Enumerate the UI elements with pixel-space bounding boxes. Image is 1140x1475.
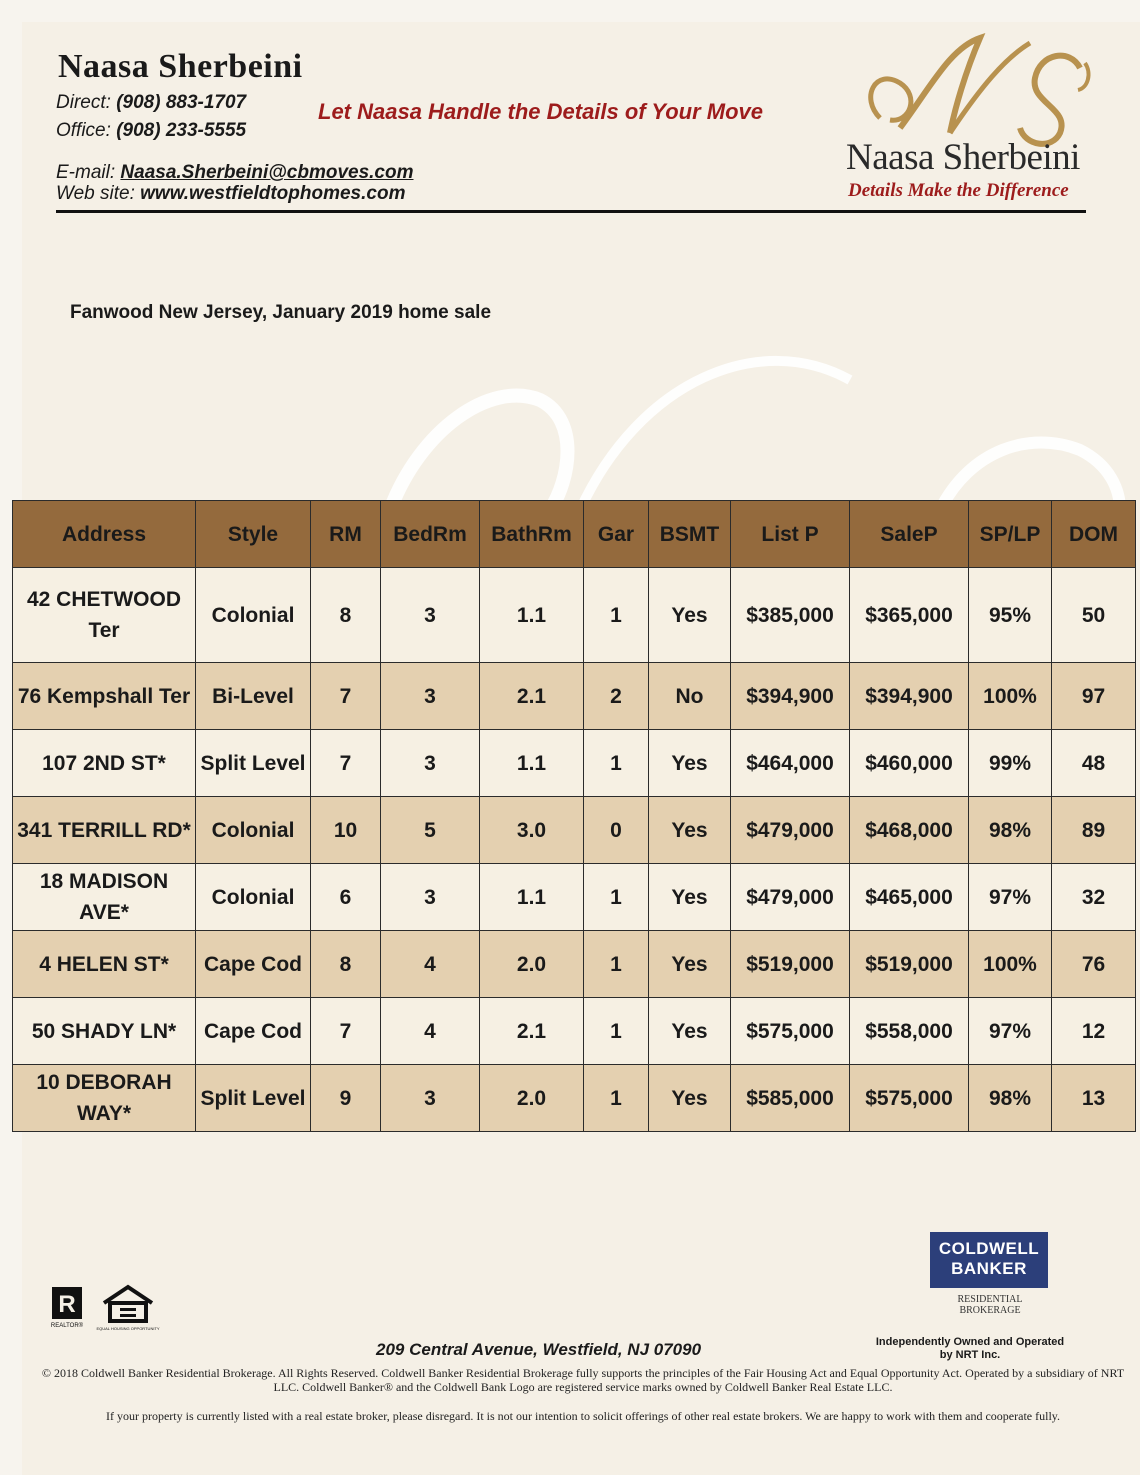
cell-address: 50 SHADY LN* [13, 998, 196, 1065]
cell-address: 10 DEBORAH WAY* [13, 1065, 196, 1132]
col-header-basement: BSMT [649, 501, 731, 568]
cell-rooms: 6 [311, 864, 381, 931]
cell-dom: 89 [1052, 797, 1136, 864]
cell-sale-price: $558,000 [850, 998, 969, 1065]
coldwell-banker-logo [930, 1232, 1048, 1288]
cell-address: 341 TERRILL RD* [13, 797, 196, 864]
independent-line2: by NRT Inc. [939, 1349, 1001, 1361]
cell-style: Cape Cod [196, 931, 311, 998]
cell-garage: 2 [584, 663, 649, 730]
website-link[interactable]: www.westfieldtophomes.com [140, 183, 406, 204]
email-label: E-mail: [56, 162, 116, 183]
cell-dom: 97 [1052, 663, 1136, 730]
agent-name: Naasa Sherbeini [58, 48, 303, 85]
col-header-address: Address [13, 501, 196, 568]
cell-sp-lp: 97% [969, 864, 1052, 931]
monogram-watermark [380, 340, 1140, 510]
cell-sp-lp: 100% [969, 931, 1052, 998]
cell-rooms: 7 [311, 730, 381, 797]
cell-list-price: $585,000 [731, 1065, 850, 1132]
office-phone: (908) 233-5555 [116, 120, 247, 141]
eho-mark-text: EQUAL HOUSING OPPORTUNITY [96, 1326, 160, 1331]
cell-address: 18 MADISON AVE* [13, 864, 196, 931]
cell-garage: 1 [584, 931, 649, 998]
cell-sale-price: $394,900 [850, 663, 969, 730]
cell-rooms: 7 [311, 998, 381, 1065]
cell-style: Split Level [196, 730, 311, 797]
cell-style: Bi-Level [196, 663, 311, 730]
cell-sp-lp: 100% [969, 663, 1052, 730]
cell-sp-lp: 98% [969, 1065, 1052, 1132]
logo-tagline: Details Make the Difference [848, 180, 1069, 201]
cell-style: Colonial [196, 568, 311, 663]
col-header-dom: DOM [1052, 501, 1136, 568]
table-row [13, 931, 1136, 998]
table-row [13, 797, 1136, 864]
cell-address: 76 Kempshall Ter [13, 663, 196, 730]
cell-style: Split Level [196, 1065, 311, 1132]
cell-sale-price: $460,000 [850, 730, 969, 797]
website-label: Web site: [56, 183, 135, 204]
table-row [13, 663, 1136, 730]
col-header-bathrooms: BathRm [480, 501, 584, 568]
cell-dom: 12 [1052, 998, 1136, 1065]
website-line [56, 183, 405, 205]
cell-bedrooms: 3 [381, 864, 480, 931]
cell-rooms: 9 [311, 1065, 381, 1132]
cell-sale-price: $465,000 [850, 864, 969, 931]
svg-text:R: R [58, 1291, 76, 1318]
cell-list-price: $519,000 [731, 931, 850, 998]
cell-bedrooms: 3 [381, 730, 480, 797]
realtor-icon [50, 1285, 86, 1329]
col-header-bedrooms: BedRm [381, 501, 480, 568]
cell-basement: Yes [649, 1065, 731, 1132]
cell-bathrooms: 2.1 [480, 663, 584, 730]
cell-dom: 76 [1052, 931, 1136, 998]
cell-style: Colonial [196, 797, 311, 864]
col-header-rooms: RM [311, 501, 381, 568]
email-link[interactable]: Naasa.Sherbeini@cbmoves.com [120, 162, 414, 183]
cell-dom: 48 [1052, 730, 1136, 797]
cell-style: Colonial [196, 864, 311, 931]
cell-basement: Yes [649, 568, 731, 663]
cell-sale-price: $365,000 [850, 568, 969, 663]
cell-sp-lp: 99% [969, 730, 1052, 797]
direct-phone-line [56, 92, 246, 114]
cell-sale-price: $519,000 [850, 931, 969, 998]
cell-bedrooms: 4 [381, 998, 480, 1065]
office-address: 209 Central Avenue, Westfield, NJ 07090 [376, 1340, 702, 1359]
report-title: Fanwood New Jersey, January 2019 home sale [70, 302, 492, 323]
brokerage-line2: BANKER [951, 1259, 1027, 1278]
cell-dom: 50 [1052, 568, 1136, 663]
cell-list-price: $385,000 [731, 568, 850, 663]
cell-garage: 1 [584, 998, 649, 1065]
cell-bedrooms: 3 [381, 568, 480, 663]
cell-bathrooms: 1.1 [480, 864, 584, 931]
disclaimer-text: If your property is currently listed with a real estate broker, please disregard. It is not our intention to solicit offerings of other real estate brokers. We are happy to work with them and cooperate fully. [105, 1409, 1061, 1423]
direct-label: Direct: [56, 92, 111, 113]
cell-bedrooms: 3 [381, 1065, 480, 1132]
cell-basement: Yes [649, 797, 731, 864]
cell-list-price: $394,900 [731, 663, 850, 730]
cell-sale-price: $575,000 [850, 1065, 969, 1132]
cell-basement: No [649, 663, 731, 730]
table-row [13, 864, 1136, 931]
cell-dom: 32 [1052, 864, 1136, 931]
cell-sp-lp: 97% [969, 998, 1052, 1065]
table-row [13, 730, 1136, 797]
independent-line1: Independently Owned and Operated [875, 1336, 1065, 1348]
office-label: Office: [56, 120, 111, 141]
cell-sp-lp: 98% [969, 797, 1052, 864]
table-row [13, 998, 1136, 1065]
table-header-row [13, 501, 1136, 568]
cell-sale-price: $468,000 [850, 797, 969, 864]
col-header-sale-price: SaleP [850, 501, 969, 568]
cell-bathrooms: 1.1 [480, 568, 584, 663]
cell-rooms: 7 [311, 663, 381, 730]
col-header-list-price: List P [731, 501, 850, 568]
col-header-style: Style [196, 501, 311, 568]
cell-list-price: $479,000 [731, 797, 850, 864]
cell-rooms: 10 [311, 797, 381, 864]
cell-list-price: $479,000 [731, 864, 850, 931]
cell-garage: 1 [584, 730, 649, 797]
cell-address: 42 CHETWOOD Ter [13, 568, 196, 663]
table-row [13, 568, 1136, 663]
brokerage-line1: COLDWELL [938, 1239, 1040, 1258]
cell-rooms: 8 [311, 931, 381, 998]
brokerage-subtitle: RESIDENTIAL BROKERAGE [957, 1294, 1023, 1316]
cell-bathrooms: 3.0 [480, 797, 584, 864]
home-sales-table [12, 500, 1136, 1132]
header-divider [56, 210, 1086, 213]
independently-owned-note [860, 1336, 1080, 1362]
cell-bedrooms: 5 [381, 797, 480, 864]
email-line [56, 162, 414, 184]
cell-address: 4 HELEN ST* [13, 931, 196, 998]
office-phone-line [56, 120, 246, 142]
cell-list-price: $464,000 [731, 730, 850, 797]
cell-basement: Yes [649, 998, 731, 1065]
tagline: Let Naasa Handle the Details of Your Move [318, 99, 764, 124]
cell-bathrooms: 2.0 [480, 931, 584, 998]
cell-rooms: 8 [311, 568, 381, 663]
cell-bedrooms: 3 [381, 663, 480, 730]
cell-bedrooms: 4 [381, 931, 480, 998]
cell-garage: 1 [584, 864, 649, 931]
cell-garage: 0 [584, 797, 649, 864]
equal-housing-icon [96, 1283, 160, 1333]
cell-basement: Yes [649, 730, 731, 797]
cell-garage: 1 [584, 568, 649, 663]
table-row [13, 1065, 1136, 1132]
realtor-mark-text: REALTOR® [50, 1323, 84, 1329]
cell-bathrooms: 2.1 [480, 998, 584, 1065]
cell-bathrooms: 2.0 [480, 1065, 584, 1132]
col-header-garage: Gar [584, 501, 649, 568]
cell-address: 107 2ND ST* [13, 730, 196, 797]
cell-basement: Yes [649, 931, 731, 998]
copyright-text: © 2018 Coldwell Banker Residential Brokerage. All Rights Reserved. Coldwell Banker Residential Brokerage fully supports the principles of the Fair Housing Act and Equal Opportunity Act. Operated by a subsidiary of NRT LLC. Coldwell Banker® and the Coldwell Bank Logo are registered service marks owned by Coldwell Banker Real Estate LLC. [41, 1366, 1125, 1394]
cell-style: Cape Cod [196, 998, 311, 1065]
cell-dom: 13 [1052, 1065, 1136, 1132]
logo-name: Naasa Sherbeini [846, 137, 1080, 178]
cell-sp-lp: 95% [969, 568, 1052, 663]
col-header-sp-lp: SP/LP [969, 501, 1052, 568]
direct-phone: (908) 883-1707 [116, 92, 247, 113]
cell-basement: Yes [649, 864, 731, 931]
cell-garage: 1 [584, 1065, 649, 1132]
cell-bathrooms: 1.1 [480, 730, 584, 797]
cell-list-price: $575,000 [731, 998, 850, 1065]
